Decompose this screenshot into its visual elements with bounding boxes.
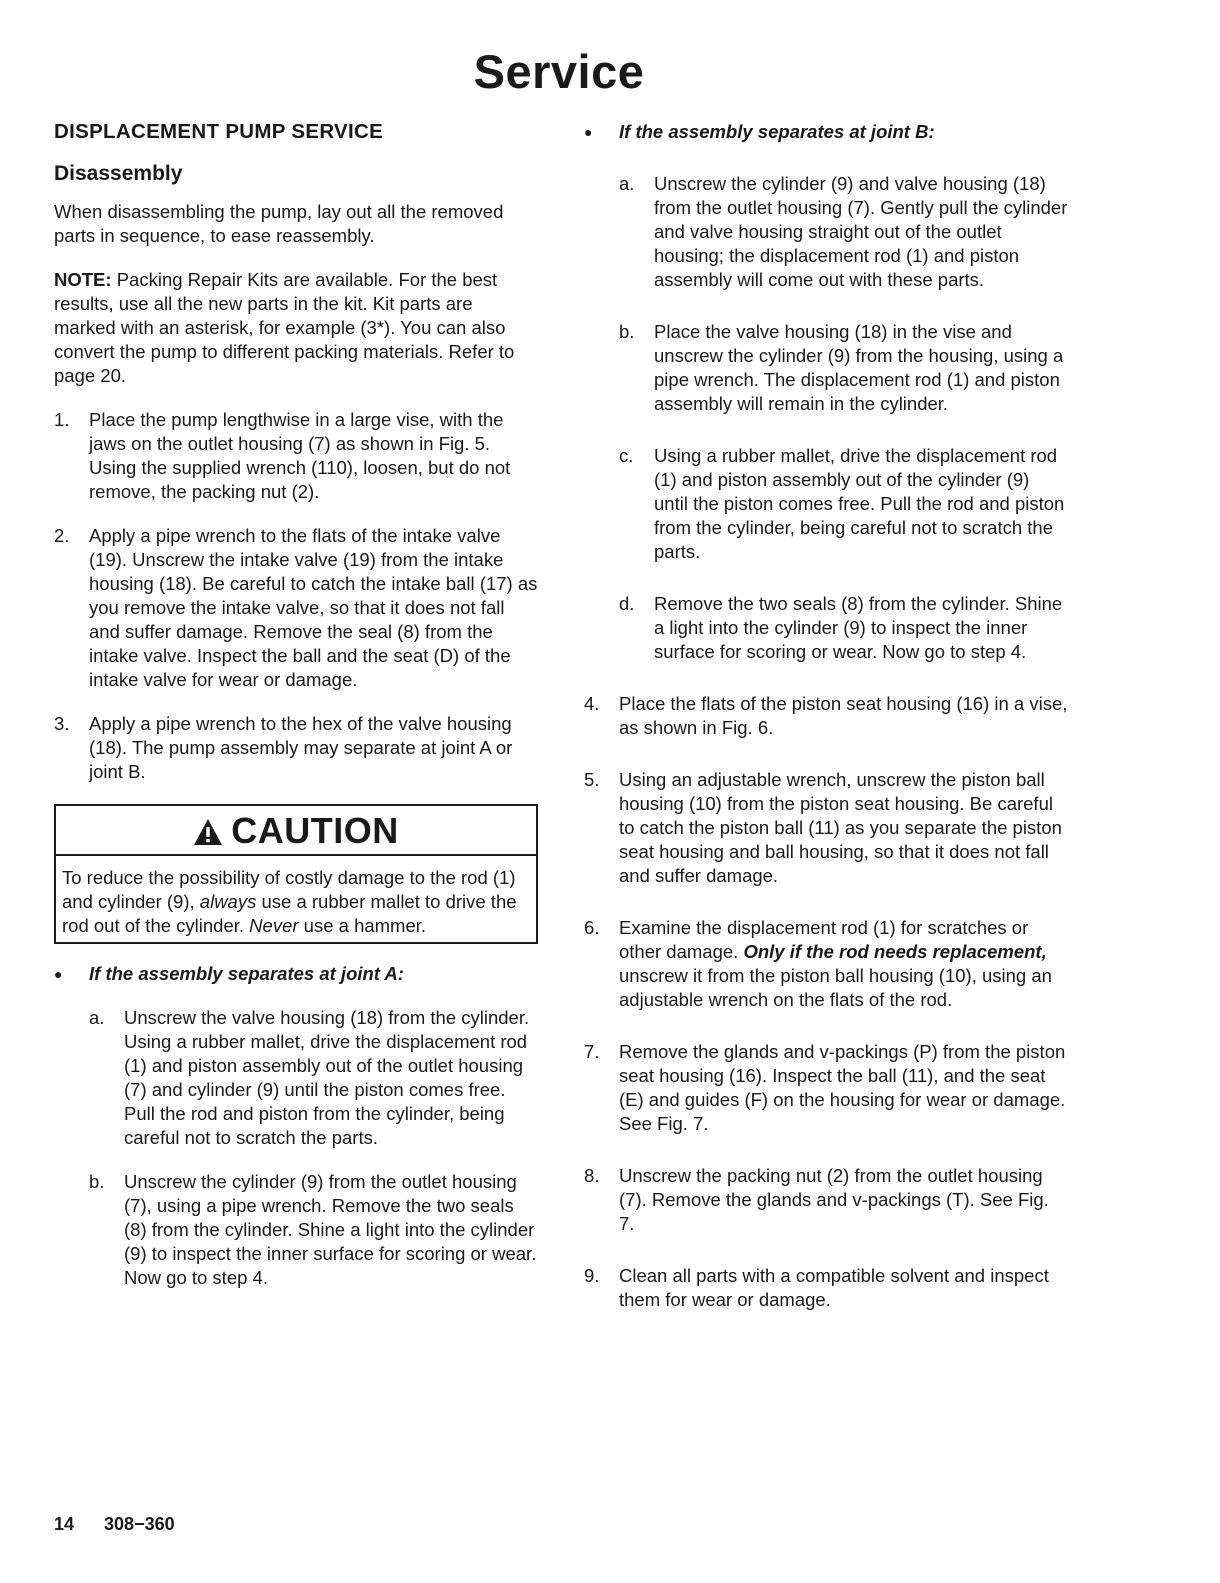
caution-header bbox=[56, 806, 536, 856]
document-number: 308−360 bbox=[104, 1514, 175, 1534]
step-1 bbox=[54, 408, 538, 504]
page-number: 14 bbox=[54, 1514, 75, 1534]
page-title: Service bbox=[473, 45, 645, 98]
warning-triangle-icon bbox=[193, 818, 223, 846]
step-text: Apply a pipe wrench to the flats of the intake valve (19). Unscrew the intake valve (19) from the intake housing (18). Be careful to catch the intake ball (17) as you remove the intake valve, so that it does not fall and suffer damage. Remove the seal (8) from the intake valve. Inspect the ball and the seat (D) of the intake valve for wear or damage. bbox=[89, 525, 538, 690]
joint-b-step-c bbox=[619, 444, 1068, 564]
step-text: Place the pump lengthwise in a large vise, with the jaws on the outlet housing (7) as shown in Fig. 5. Using the supplied wrench (110), loosen, but do not remove, the packing nut (2). bbox=[89, 409, 511, 502]
step-text: Remove the glands and v-packings (P) from the piston seat housing (16). Inspect the ball (11), and the seat (E) and guides (F) on the housing for wear or damage. See Fig. 7. bbox=[619, 1041, 1066, 1134]
step-text: Unscrew the cylinder (9) and valve housing (18) from the outlet housing (7). Gently pull the cylinder and valve housing straight out of the outlet housing; the displacement rod (1) and piston assembly will come out with these parts. bbox=[654, 173, 1068, 290]
step-4 bbox=[584, 692, 1068, 740]
joint-b-step-d bbox=[619, 592, 1068, 664]
step-number: 1. bbox=[54, 409, 70, 430]
step-text: Place the flats of the piston seat housing (16) in a vise, as shown in Fig. 6. bbox=[619, 693, 1068, 738]
note-paragraph bbox=[54, 268, 538, 388]
step-number: 6. bbox=[584, 917, 600, 938]
step-number: 5. bbox=[584, 769, 600, 790]
caution-title: CAUTION bbox=[231, 810, 399, 851]
joint-a-heading-text: If the assembly separates at joint A: bbox=[89, 963, 404, 984]
bullet-dot-icon: ● bbox=[584, 124, 593, 140]
step-letter: a. bbox=[619, 173, 635, 194]
step-7 bbox=[584, 1040, 1068, 1136]
joint-b-heading-text: If the assembly separates at joint B: bbox=[619, 121, 935, 142]
joint-b-step-b bbox=[619, 320, 1068, 416]
caution-text: use a rubber mallet to drive the rod out of the cylinder. bbox=[62, 891, 517, 936]
step-5 bbox=[584, 768, 1068, 888]
step-text: Place the valve housing (18) in the vise and unscrew the cylinder (9) from the housing, using a pipe wrench. The displacement rod (1) and piston assembly will remain in the cylinder. bbox=[654, 321, 1064, 414]
step-number: 7. bbox=[584, 1041, 600, 1062]
step-3 bbox=[54, 712, 538, 784]
step-text: Clean all parts with a compatible solvent and inspect them for wear or damage. bbox=[619, 1265, 1049, 1310]
caution-emphasis-never: Never bbox=[249, 915, 299, 936]
step-letter: a. bbox=[89, 1007, 105, 1028]
page-footer bbox=[54, 1514, 205, 1535]
joint-a-heading bbox=[54, 962, 538, 986]
joint-b-step-a bbox=[619, 172, 1068, 292]
section-title: DISPLACEMENT PUMP SERVICE bbox=[54, 120, 384, 143]
step-2 bbox=[54, 524, 538, 692]
step-text: Apply a pipe wrench to the hex of the valve housing (18). The pump assembly may separate at joint A or joint B. bbox=[89, 713, 513, 782]
step-text-part: unscrew it from the piston ball housing (10), using an adjustable wrench on the flats of the rod. bbox=[619, 965, 1052, 1010]
intro-paragraph: When disassembling the pump, lay out all the removed parts in sequence, to ease reassembly. bbox=[54, 201, 504, 246]
joint-a-step-b bbox=[89, 1170, 538, 1290]
step-letter: b. bbox=[619, 321, 635, 342]
step-9 bbox=[584, 1264, 1068, 1312]
step-text: Using an adjustable wrench, unscrew the piston ball housing (10) from the piston seat housing. Be careful to catch the piston ball (11) as you separate the piston seat housing and ball housing, so that it does not fall and suffer damage. bbox=[619, 769, 1062, 886]
step-text: Using a rubber mallet, drive the displacement rod (1) and piston assembly out of the cylinder (9) until the piston comes free. Pull the rod and piston from the cylinder, being careful not to scratch the parts. bbox=[654, 445, 1065, 562]
step-text: Unscrew the cylinder (9) from the outlet housing (7), using a pipe wrench. Remove the two seals (8) from the cylinder. Shine a light into the cylinder (9) to inspect the inner surface for scoring or wear. Now go to step 4. bbox=[124, 1171, 537, 1288]
step-6 bbox=[584, 916, 1068, 1012]
step-letter: b. bbox=[89, 1171, 105, 1192]
caution-text: To reduce the possibility of costly damage to the rod (1) and cylinder (9), bbox=[62, 867, 516, 912]
joint-b-heading bbox=[584, 120, 1068, 144]
step-text-part: Examine the displacement rod (1) for scratches or other damage. bbox=[619, 917, 1029, 962]
step-text: Remove the two seals (8) from the cylinder. Shine a light into the cylinder (9) to inspect the inner surface for scoring or wear. Now go to step 4. bbox=[654, 593, 1063, 662]
step-number: 9. bbox=[584, 1265, 600, 1286]
step-letter: c. bbox=[619, 445, 634, 466]
caution-box bbox=[54, 804, 538, 944]
note-text: Packing Repair Kits are available. For the best results, use all the new parts in the kit. Kit parts are marked with an asterisk, for example (3*). You can also convert the pump to different packing materials. Refer to page 20. bbox=[54, 269, 515, 386]
bullet-dot-icon: ● bbox=[54, 966, 63, 982]
step-letter: d. bbox=[619, 593, 635, 614]
caution-body bbox=[56, 856, 536, 942]
step-number: 2. bbox=[54, 525, 70, 546]
step-number: 4. bbox=[584, 693, 600, 714]
step-number: 8. bbox=[584, 1165, 600, 1186]
step-number: 3. bbox=[54, 713, 70, 734]
subsection-title: Disassembly bbox=[54, 162, 183, 185]
right-column bbox=[584, 120, 1068, 1332]
step-emphasis: Only if the rod needs replacement, bbox=[743, 941, 1047, 962]
caution-emphasis-always: always bbox=[199, 891, 257, 912]
step-text bbox=[619, 916, 1068, 1012]
joint-a-step-a bbox=[89, 1006, 538, 1150]
note-label: NOTE: bbox=[54, 269, 112, 290]
step-text: Unscrew the valve housing (18) from the cylinder. Using a rubber mallet, drive the displacement rod (1) and piston assembly out of the outlet housing (7) and cylinder (9) until the piston comes free. Pull the rod and piston from the cylinder, being careful not to scratch the parts. bbox=[124, 1007, 530, 1148]
step-text: Unscrew the packing nut (2) from the outlet housing (7). Remove the glands and v-packings (T). See Fig. 7. bbox=[619, 1165, 1049, 1234]
caution-text: use a hammer. bbox=[298, 915, 427, 936]
left-column bbox=[54, 118, 538, 1310]
step-8 bbox=[584, 1164, 1068, 1236]
